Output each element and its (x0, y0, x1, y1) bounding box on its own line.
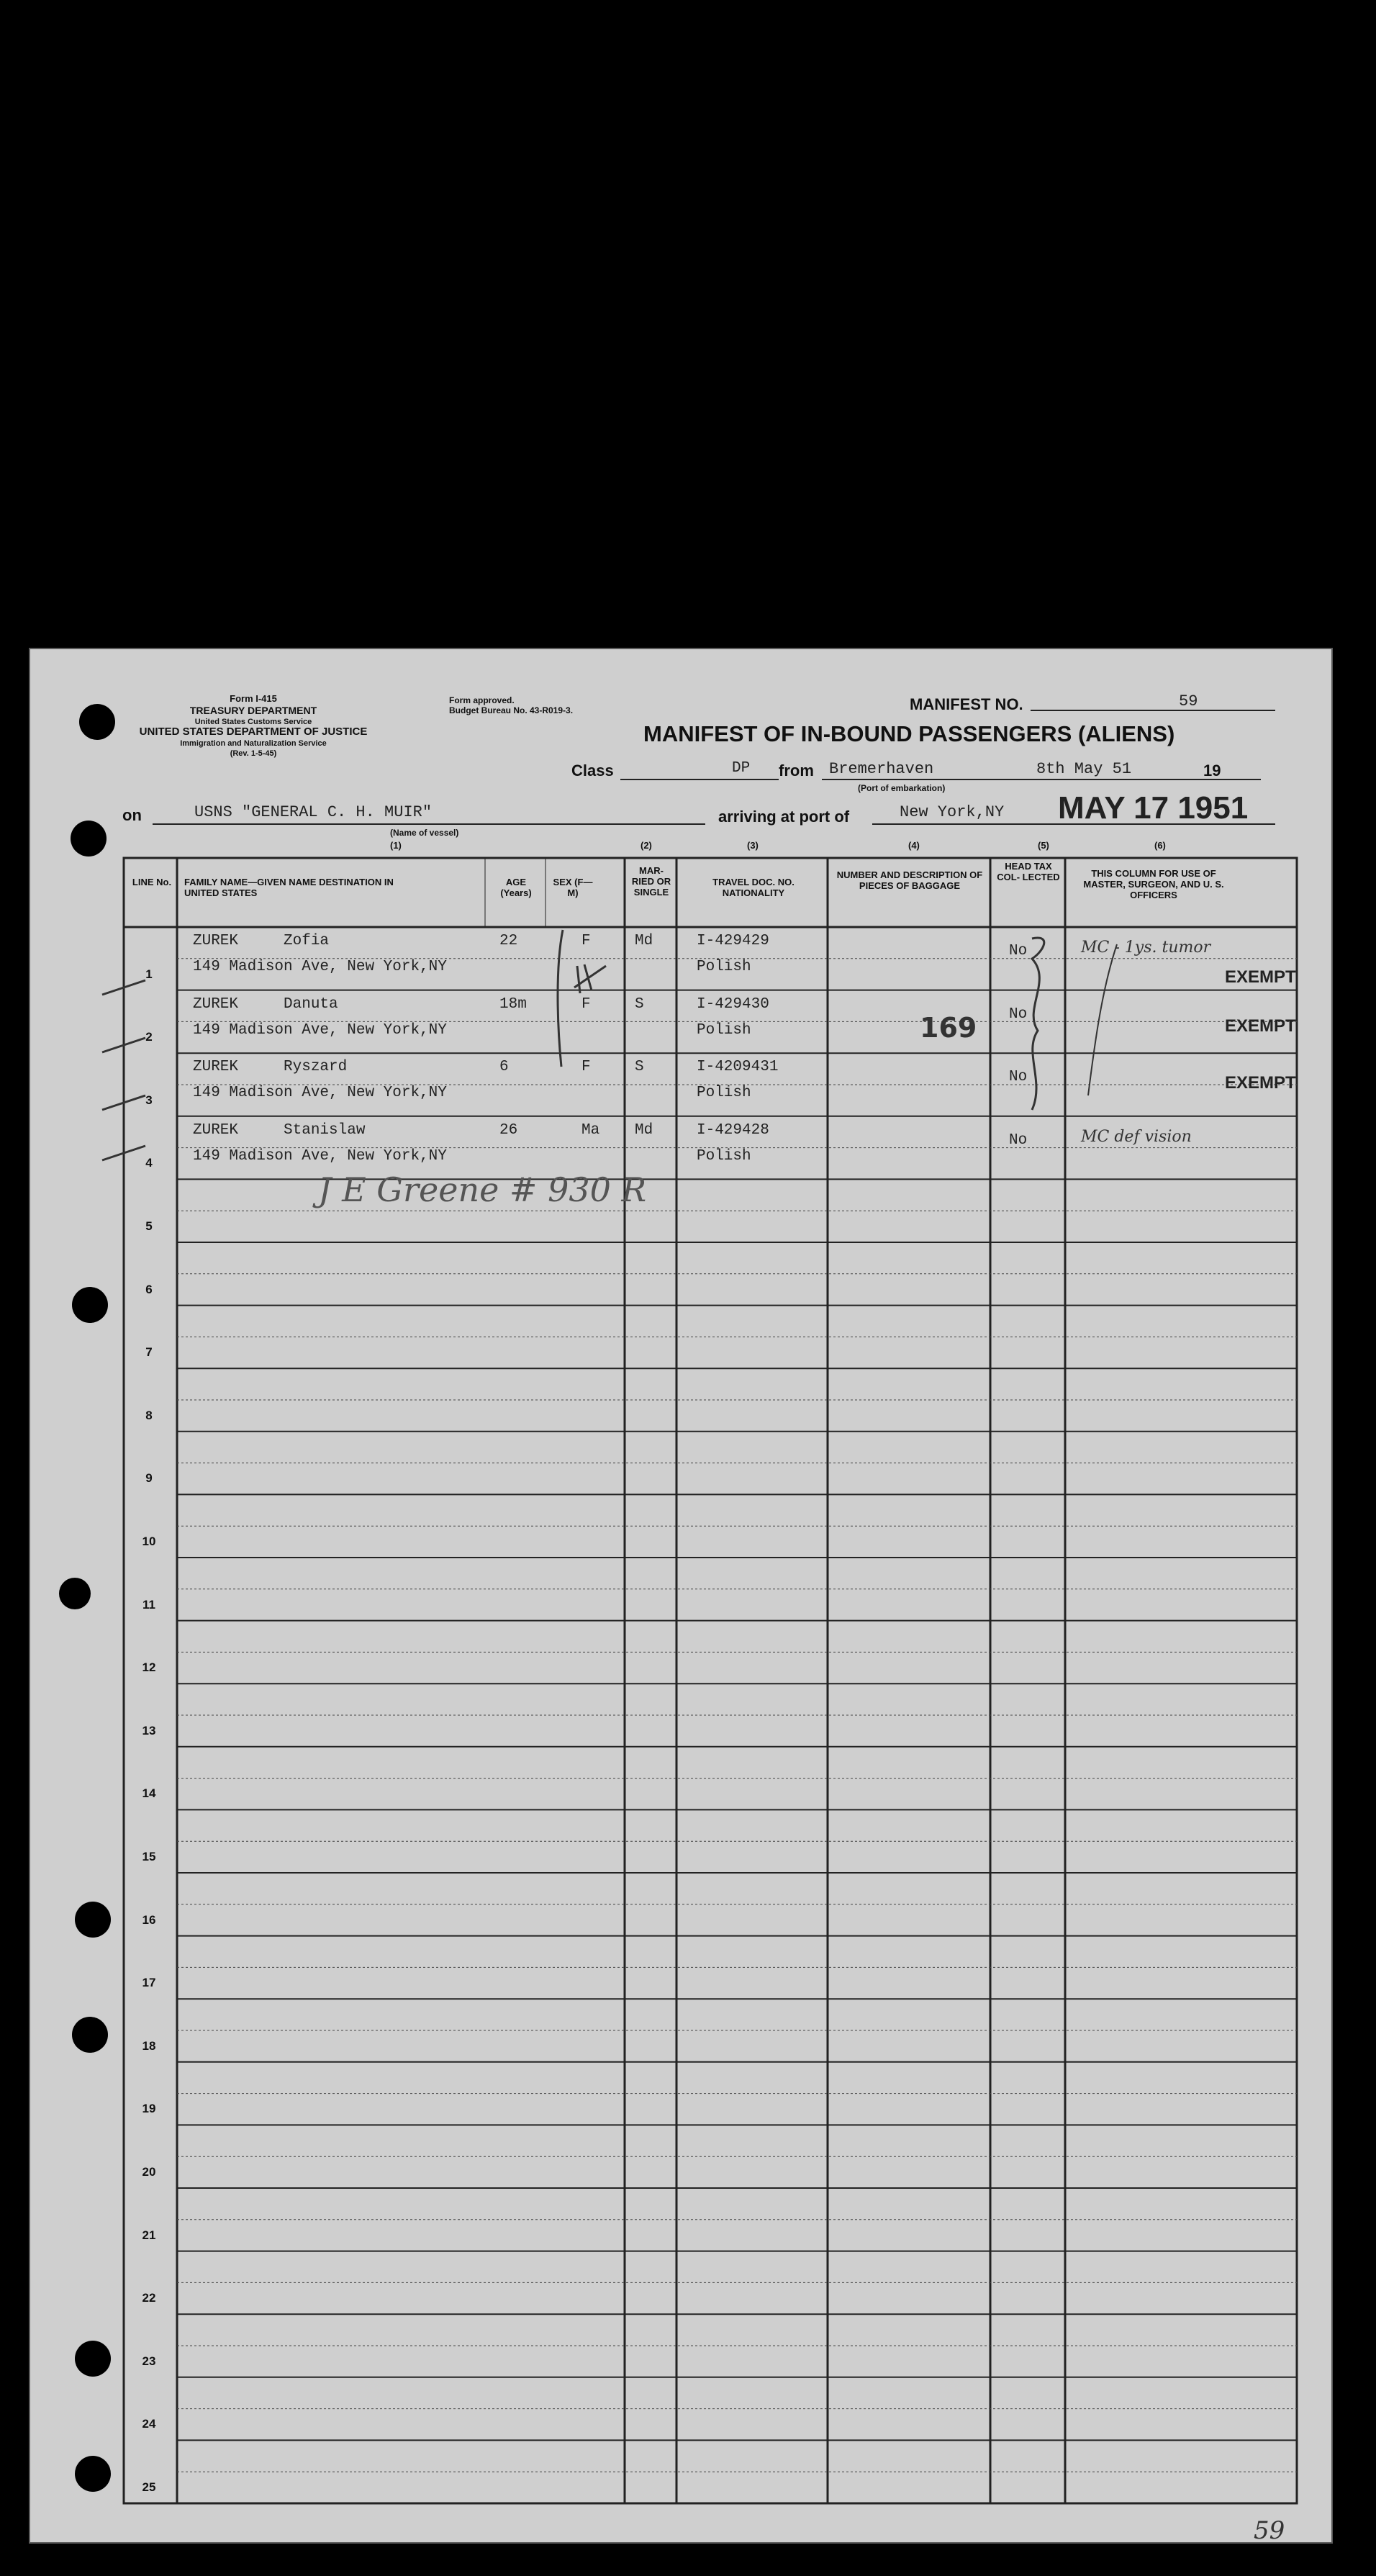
passenger-marital: Md (635, 1121, 653, 1139)
from-value: Bremerhaven (829, 760, 934, 778)
col-header-age: AGE (Years) (500, 877, 532, 898)
passenger-doc-no: I-429430 (697, 995, 769, 1013)
line-number: 12 (142, 1660, 156, 1675)
line-number: 15 (142, 1850, 156, 1863)
passenger-doc-no: I-429428 (697, 1121, 769, 1139)
line-number: 23 (142, 2354, 156, 2368)
port-value: New York,NY (900, 803, 1005, 821)
from-label: from (779, 761, 814, 779)
form-approved: Form approved. (449, 695, 515, 705)
column-number: (2) (641, 840, 652, 851)
col-header-sex: SEX (F—M) (553, 877, 593, 898)
col-header-officers: THIS COLUMN FOR USE OF MASTER, SURGEON, AND U. S. OFFICERS (1083, 868, 1224, 900)
baggage-count: 169 (920, 1012, 977, 1044)
passenger-doc-no: I-4209431 (697, 1059, 779, 1076)
col-header-married: MAR- RIED OR SINGLE (631, 865, 671, 898)
line-number: 16 (142, 1912, 156, 1927)
head-tax-value: No (1009, 1131, 1028, 1149)
manifest-no-value: 59 (1179, 692, 1198, 710)
col-header-baggage: NUMBER AND DESCRIPTION OF PIECES OF BAGGAGE (836, 869, 983, 891)
passenger-name: ZUREK Zofia (193, 933, 330, 949)
line-number: 4 (145, 1156, 153, 1170)
line-number: 5 (145, 1219, 153, 1233)
revision-date: (Rev. 1-5-45) (230, 749, 277, 758)
col-header-name: FAMILY NAME—GIVEN NAME DESTINATION IN UNITED STATES (184, 877, 394, 898)
vessel-note: (Name of vessel) (390, 828, 459, 838)
class-label: Class (571, 761, 614, 779)
line-number: 18 (142, 2038, 156, 2053)
col-header-head-tax: HEAD TAX COL- LECTED (997, 861, 1060, 882)
passenger-name: ZUREK Ryszard (193, 1059, 348, 1076)
line-number: 14 (142, 1786, 156, 1801)
line-number: 6 (145, 1282, 153, 1296)
arrival-date-stamp: MAY 17 1951 (1058, 790, 1249, 826)
date-value: 8th May 51 (1036, 760, 1132, 778)
arriving-label: arriving at port of (718, 808, 850, 826)
manifest-page (29, 648, 1333, 2544)
line-number: 1 (145, 967, 153, 981)
line-number: 22 (142, 2291, 156, 2305)
passenger-marital: S (635, 1059, 644, 1076)
passenger-destination: 149 Madison Ave, New York,NY (193, 959, 447, 975)
passenger-sex: Ma (581, 1121, 600, 1139)
page-number: 59 (1254, 2516, 1285, 2545)
port-embarkation-note: (Port of embarkation) (858, 783, 946, 793)
line-number: 17 (142, 1976, 156, 1990)
passenger-name: ZUREK Stanislaw (193, 1121, 366, 1139)
passenger-sex: F (581, 1059, 591, 1076)
customs-service: United States Customs Service (194, 718, 312, 726)
passenger-destination: 149 Madison Ave, New York,NY (193, 1085, 447, 1102)
column-number: (4) (908, 840, 920, 851)
head-tax-value: No (1009, 1005, 1028, 1023)
treasury-department: TREASURY DEPARTMENT (189, 705, 317, 716)
on-label: on (122, 806, 142, 824)
passenger-destination: 149 Madison Ave, New York,NY (193, 1147, 447, 1165)
line-number: 20 (142, 2165, 156, 2179)
manifest-no-label: MANIFEST NO. (910, 695, 1023, 713)
line-number: 24 (142, 2417, 156, 2431)
passenger-doc-no: I-429429 (697, 933, 769, 949)
exempt-stamp: EXEMPT (1225, 1016, 1296, 1036)
inspector-signature: J E Greene # 930 R (318, 1170, 647, 1209)
budget-bureau: Budget Bureau No. 43-R019-3. (449, 705, 574, 715)
line-number: 21 (142, 2228, 156, 2242)
line-number: 13 (142, 1723, 156, 1737)
passenger-age: 26 (499, 1121, 518, 1139)
column-number: (6) (1154, 840, 1166, 851)
line-number: 9 (145, 1471, 153, 1486)
exempt-stamp: EXEMPT (1225, 967, 1296, 987)
year-label: 19 (1203, 761, 1221, 779)
line-number: 25 (142, 2480, 156, 2494)
class-value: DP (732, 760, 751, 777)
line-number: 10 (142, 1535, 156, 1548)
col-header-travel-doc: TRAVEL DOC. NO. NATIONALITY (712, 877, 795, 898)
exempt-stamp: EXEMPT (1225, 1073, 1296, 1093)
passenger-nationality: Polish (697, 1021, 751, 1039)
justice-department: UNITED STATES DEPARTMENT OF JUSTICE (139, 726, 368, 738)
line-number: 8 (145, 1408, 153, 1422)
column-number: (5) (1038, 840, 1049, 851)
passenger-marital: S (635, 995, 644, 1013)
line-number: 3 (145, 1093, 153, 1107)
passenger-nationality: Polish (697, 1147, 751, 1165)
passenger-sex: F (581, 933, 591, 949)
line-number: 2 (145, 1030, 153, 1044)
form-number: Form I-415 (230, 693, 277, 704)
officer-note: MC - 1ys. tumor (1081, 939, 1211, 957)
column-number: (3) (747, 840, 759, 851)
officer-note: MC def vision (1081, 1127, 1192, 1146)
passenger-sex: F (581, 995, 591, 1013)
line-number: 19 (142, 2102, 156, 2116)
passenger-nationality: Polish (697, 1085, 751, 1102)
line-number: 7 (145, 1345, 153, 1360)
passenger-age: 6 (499, 1059, 509, 1076)
head-tax-value: No (1009, 1069, 1028, 1086)
passenger-age: 22 (499, 933, 518, 949)
passenger-destination: 149 Madison Ave, New York,NY (193, 1021, 447, 1039)
column-number: (1) (390, 840, 402, 851)
passenger-nationality: Polish (697, 959, 751, 975)
passenger-marital: Md (635, 933, 653, 949)
manifest-title: MANIFEST OF IN-BOUND PASSENGERS (ALIENS) (643, 721, 1175, 746)
passenger-name: ZUREK Danuta (193, 995, 338, 1013)
col-header-line: LINE No. (132, 877, 172, 887)
passenger-age: 18m (499, 995, 527, 1013)
vessel-name: USNS "GENERAL C. H. MUIR" (194, 803, 433, 821)
line-number: 11 (142, 1597, 155, 1612)
head-tax-value: No (1009, 943, 1028, 959)
immigration-service: Immigration and Naturalization Service (180, 739, 327, 748)
